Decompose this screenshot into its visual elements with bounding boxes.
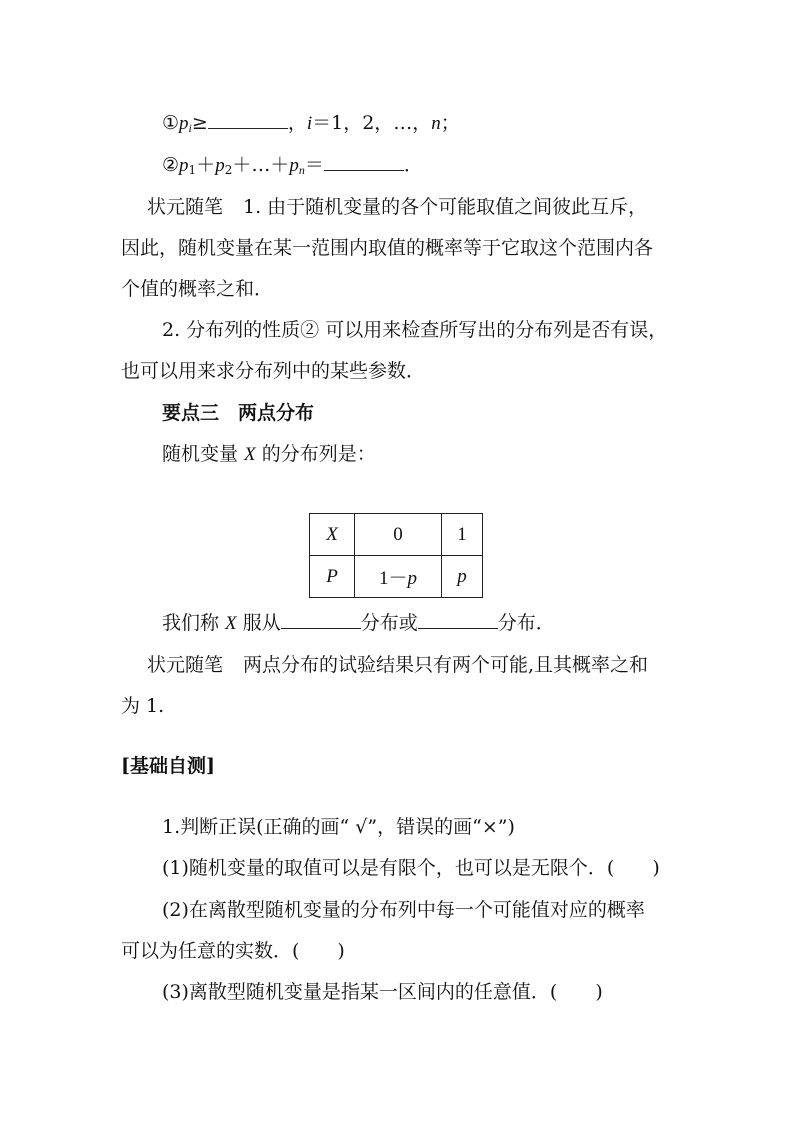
note-1-line-1 (147, 192, 647, 219)
note-1-line-3: 个值的概率之和． (121, 278, 274, 300)
intro-text-b: 的分布列是： (255, 443, 376, 465)
note-1-line-5: 也可以用来求分布列中的某些参数． (121, 360, 426, 382)
comma: ， (287, 112, 307, 134)
variable-x: X (244, 444, 256, 465)
section-heading: 要点三 两点分布 (162, 402, 315, 424)
intro-text-a: 随机变量 (162, 443, 245, 465)
note-2-line-2: 为 1. (121, 695, 165, 717)
table-cell: X (310, 514, 355, 556)
statement-text-a: 我们称 (162, 612, 226, 634)
table-cell: P (310, 556, 355, 598)
statement-text-b: 服从 (236, 612, 281, 634)
answer-blank-4[interactable] (418, 610, 498, 629)
circled-number-2: ② (162, 154, 180, 176)
subscript-2: 2 (224, 163, 233, 177)
property-2 (162, 150, 423, 178)
distribution-intro (162, 439, 376, 466)
distribution-statement (162, 608, 555, 635)
table-cell: p (442, 556, 483, 598)
symbol-p2: p (215, 155, 225, 176)
note-label: 状元随笔 (147, 654, 224, 676)
period: ． (403, 154, 423, 176)
table-cell: 1 (442, 514, 483, 556)
symbol-p: p (179, 113, 189, 134)
self-test-heading: [基础自测] (121, 755, 215, 777)
table-cell: 0 (355, 514, 442, 556)
index-range: ＝1，2，…， (312, 112, 432, 134)
symbol-p1: p (179, 155, 189, 176)
symbol-n: n (431, 113, 441, 134)
note-1-line-4: 2. 分布列的性质② 可以用来检查所写出的分布列是否有误， (162, 319, 668, 341)
statement-text-c: 分布或 (360, 612, 418, 634)
geq-sign: ≥ (191, 112, 208, 134)
table-row (310, 556, 483, 598)
semicolon: ； (440, 112, 460, 134)
question-item-1: (1)随机变量的取值可以是有限个，也可以是无限个．( ) (162, 857, 660, 879)
note-text: 两点分布的试验结果只有两个可能,且其概率之和 (243, 654, 649, 676)
one-minus: 1－ (378, 568, 408, 589)
circled-number-1: ① (162, 112, 180, 134)
distribution-table (309, 513, 483, 598)
subscript-n: n (298, 163, 305, 177)
answer-blank-1[interactable] (208, 110, 288, 129)
symbol-p: p (407, 568, 417, 589)
symbol-pn: p (289, 155, 299, 176)
note-label: 状元随笔 (147, 196, 224, 218)
question-item-2: (2)在离散型随机变量的分布列中每一个可能值对应的概率 (162, 899, 645, 921)
statement-text-d: 分布． (497, 612, 555, 634)
equals-sign: ＝ (304, 154, 324, 176)
note-2-line-1 (147, 650, 648, 677)
index-i: i (306, 113, 313, 134)
question-1: 1.判断正误(正确的画“ √”，错误的画“×”) (162, 816, 515, 838)
table-cell (355, 556, 442, 598)
plus-ellipsis: ＋…＋ (232, 154, 290, 176)
answer-blank-3[interactable] (281, 610, 361, 629)
subscript-i: i (188, 121, 192, 135)
note-1-line-2: 因此，随机变量在某一范围内取值的概率等于它取这个范围内各 (121, 237, 654, 259)
question-item-3: (3)离散型随机变量是指某一区间内的任意值．( ) (162, 981, 603, 1003)
variable-x: X (225, 613, 237, 634)
question-item-2-cont: 可以为任意的实数．( ) (121, 940, 345, 962)
subscript-1: 1 (188, 163, 197, 177)
property-1 (162, 108, 460, 136)
answer-blank-2[interactable] (324, 152, 404, 171)
plus-sign: ＋ (196, 154, 216, 176)
note-text: 1. 由于随机变量的各个可能取值之间彼此互斥， (243, 196, 648, 218)
table-row (310, 514, 483, 556)
